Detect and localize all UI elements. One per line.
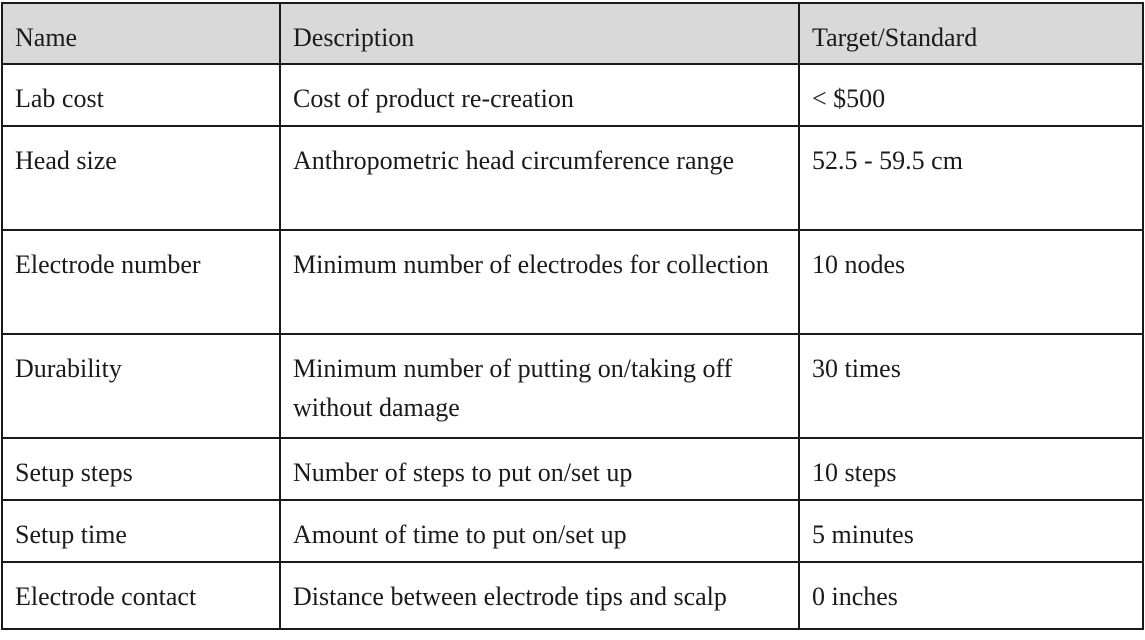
table-row [2,126,1143,230]
table-header [2,3,1143,64]
header-target-standard: Target/Standard [799,3,1143,64]
cell-target: 52.5 - 59.5 cm [799,126,1143,230]
header-row [2,3,1143,64]
cell-name: Electrode number [2,230,280,334]
cell-target: 10 nodes [799,230,1143,334]
cell-name: Setup steps [2,438,280,500]
cell-description: Minimum number of electrodes for collection [280,230,799,334]
requirements-table [1,2,1144,630]
header-name: Name [2,3,280,64]
cell-description: Number of steps to put on/set up [280,438,799,500]
cell-description: Amount of time to put on/set up [280,500,799,562]
cell-name: Lab cost [2,64,280,126]
table-row [2,500,1143,562]
table-body [2,64,1143,629]
cell-target: 30 times [799,334,1143,438]
table-row [2,562,1143,629]
table-row [2,64,1143,126]
cell-name: Durability [2,334,280,438]
table-row [2,334,1143,438]
header-description: Description [280,3,799,64]
cell-name: Setup time [2,500,280,562]
cell-description: Anthropometric head circumference range [280,126,799,230]
cell-description: Cost of product re-creation [280,64,799,126]
cell-name: Head size [2,126,280,230]
table-row [2,438,1143,500]
cell-name: Electrode contact [2,562,280,629]
cell-target: 0 inches [799,562,1143,629]
cell-description: Minimum number of putting on/taking off without damage [280,334,799,438]
cell-target: 5 minutes [799,500,1143,562]
cell-description: Distance between electrode tips and scalp [280,562,799,629]
cell-target: 10 steps [799,438,1143,500]
table-row [2,230,1143,334]
cell-target: < $500 [799,64,1143,126]
